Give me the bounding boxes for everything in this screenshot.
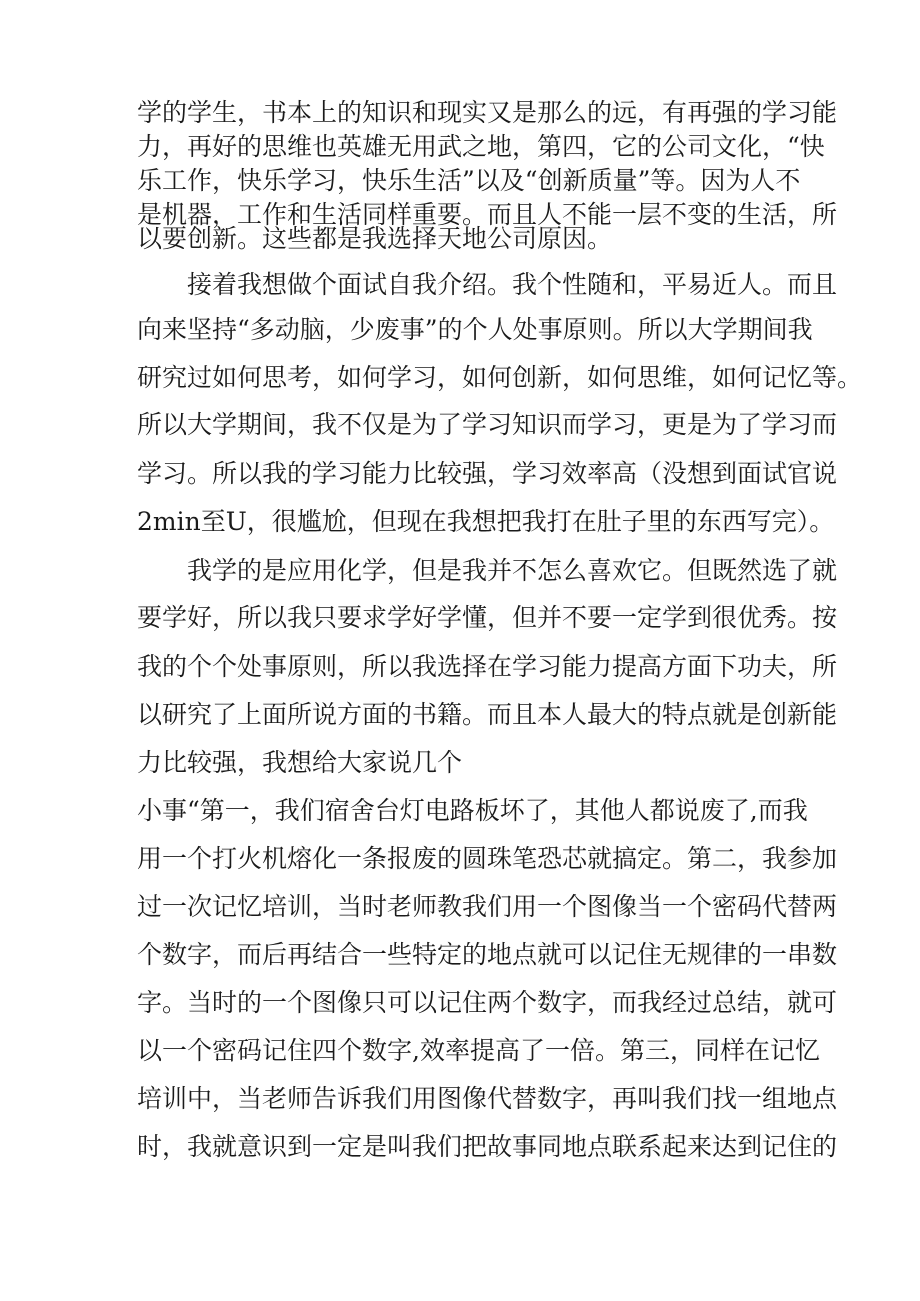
text-line: 培训中，当老师告诉我们用图像代替数字，再叫我们找一组地点 <box>137 1084 838 1113</box>
text-line: 力，再好的思维也英雄无用武之地，第四，它的公司文化，“快 <box>137 132 825 161</box>
text-line: 字。当时的一个图像只可以记住两个数字，而我经过总结，就可 <box>137 988 838 1017</box>
text-line: 2min至U，很尴尬，但现在我想把我打在肚子里的东西写完）。 <box>137 507 835 536</box>
text-line: 研究过如何思考，如何学习，如何创新，如何思维，如何记忆等。 <box>137 363 863 392</box>
text-line: 学的学生，书本上的知识和现实又是那么的远，有再强的学习能 <box>137 98 838 127</box>
paragraph-first-line: 我学的是应用化学，但是我并不怎么喜欢它。但既然选了就 <box>187 556 838 585</box>
text-line: 乐工作，快乐学习，快乐生活”以及“创新质量”等。因为人不 <box>137 166 801 195</box>
text-line: 向来坚持“多动脑，少废事”的个人处事原则。所以大学期间我 <box>137 315 813 344</box>
text-line: 小事“第一，我们宿舍台灯电路板坏了，其他人都说废了,而我 <box>137 796 808 825</box>
text-line: 学习。所以我的学习能力比较强，学习效率高（没想到面试官说 <box>137 459 838 488</box>
text-line: 用一个打火机熔化一条报废的圆珠笔恐芯就搞定。第二，我参加 <box>137 844 838 873</box>
text-line: 力比较强，我想给大家说几个 <box>137 748 463 777</box>
text-line: 时，我就意识到一定是叫我们把故事同地点联系起来达到记住的 <box>137 1132 838 1161</box>
text-line: 过一次记忆培训，当时老师教我们用一个图像当一个密码代替两 <box>137 892 838 921</box>
text-line: 以研究了上面所说方面的书籍。而且本人最大的特点就是创新能 <box>137 700 838 729</box>
text-line: 以要创新。这些都是我选择天地公司原因。 <box>137 224 613 253</box>
text-line: 所以大学期间，我不仅是为了学习知识而学习，更是为了学习而 <box>137 410 838 439</box>
text-line: 个数字，而后再结合一些特定的地点就可以记住无规律的一串数 <box>137 940 838 969</box>
text-line: 以一个密码记住四个数字,效率提高了一倍。第三，同样在记忆 <box>137 1036 820 1065</box>
text-line: 是机器，工作和生活同样重要。而且人不能一层不变的生活，所 <box>137 200 838 229</box>
text-line: 我的个个处事原则，所以我选择在学习能力提高方面下功夫，所 <box>137 652 838 681</box>
paragraph-first-line: 接着我想做个面试自我介绍。我个性随和，平易近人。而且 <box>187 270 838 299</box>
text-line: 要学好，所以我只要求学好学懂，但并不要一定学到很优秀。按 <box>137 603 838 632</box>
